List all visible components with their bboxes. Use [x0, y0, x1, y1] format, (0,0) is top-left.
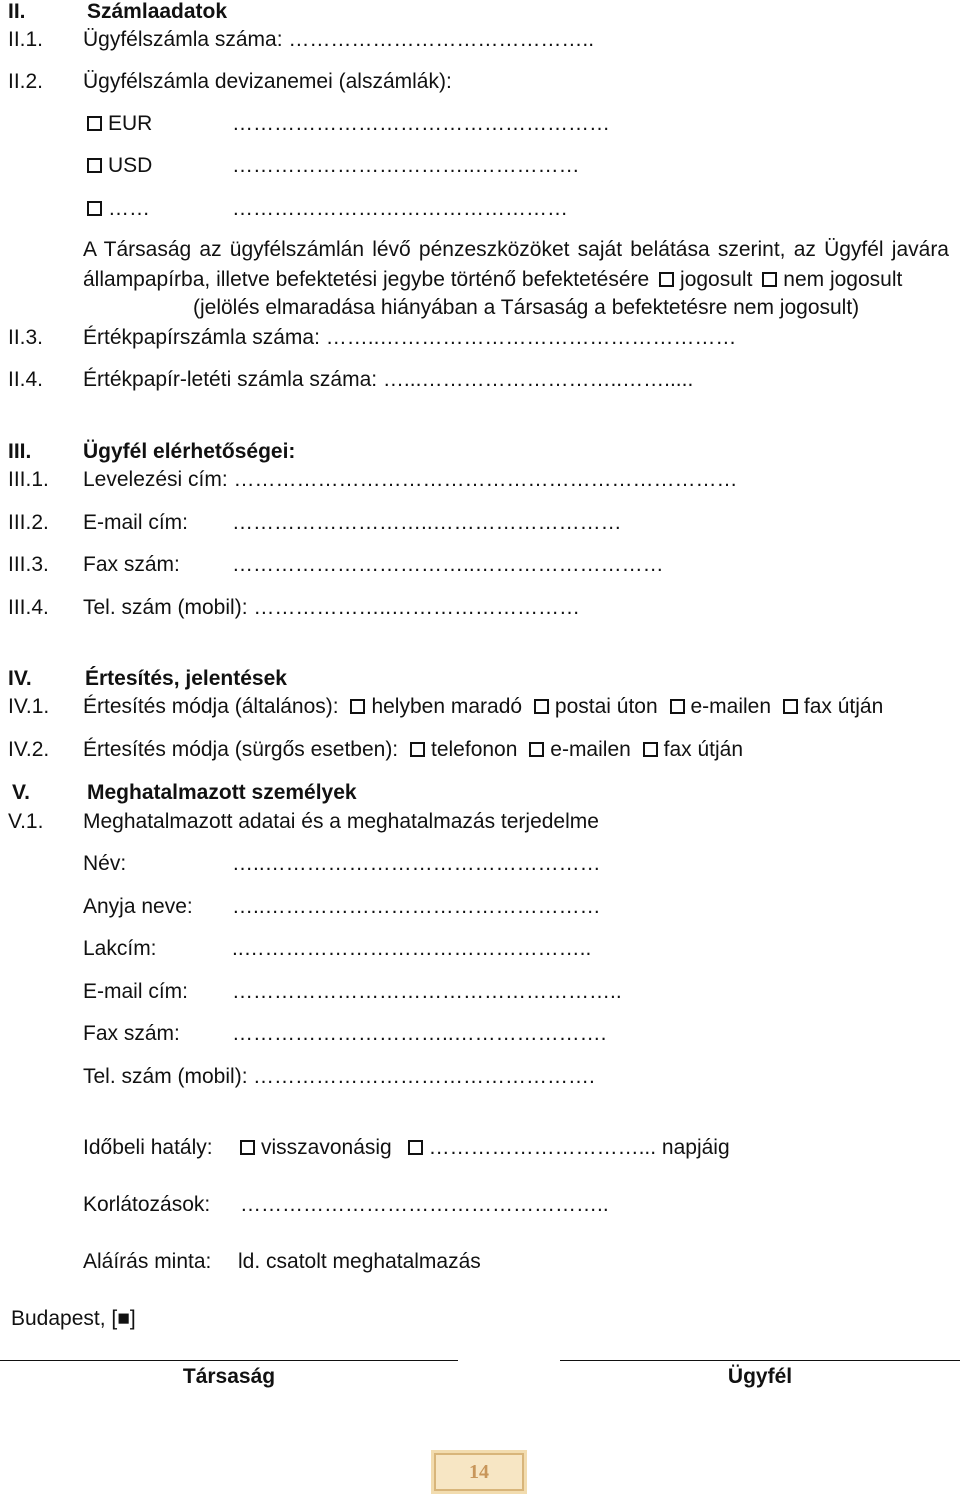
email-label: E-mail cím:: [83, 511, 188, 534]
place-date: Budapest, [■]: [11, 1307, 136, 1330]
restrictions-label: Korlátozások:: [83, 1193, 211, 1216]
usd-label: USD: [108, 154, 153, 177]
row-number: III.1.: [8, 468, 49, 491]
name-label: Név:: [83, 852, 127, 875]
row-number: II.1.: [8, 28, 44, 51]
usd-option[interactable]: [87, 154, 152, 178]
section-number: II.: [8, 0, 26, 23]
checkbox-until-revoked[interactable]: [240, 1140, 255, 1155]
checkbox-eur[interactable]: [87, 116, 102, 131]
checkbox-usd[interactable]: [87, 158, 102, 173]
row-number: V.1.: [8, 810, 44, 833]
address-label: Lakcím:: [83, 937, 157, 960]
mother-name-label: Anyja neve:: [83, 895, 193, 918]
option-label: telefonon: [431, 738, 518, 761]
option-label: e-mailen: [690, 695, 772, 718]
proxy-fax-dots: …………………………..………………….: [232, 1022, 607, 1045]
option-label: fax útján: [663, 738, 744, 761]
proxy-mobile-dots: ………………………………………….: [253, 1065, 595, 1088]
other-currency-dots: …………………………………………: [232, 197, 568, 220]
fax-label: Fax szám:: [83, 553, 180, 576]
signature-sample-value: ld. csatolt meghatalmazás: [238, 1250, 481, 1273]
custody-account-label: Értékpapír-letéti számla száma: …...………………………..…….....: [83, 368, 694, 391]
option-label: helyben maradó: [371, 695, 523, 718]
option-label: fax útján: [803, 695, 884, 718]
until-revoked-label: visszavonásig: [261, 1136, 392, 1159]
proxy-fax-label: Fax szám:: [83, 1022, 180, 1045]
account-number-label: Ügyfélszámla száma: ……………………………………..: [83, 28, 595, 51]
proxy-mobile-label: Tel. szám (mobil):: [83, 1065, 248, 1088]
page-number: 14: [434, 1453, 524, 1491]
checkbox-authorized[interactable]: [659, 272, 674, 287]
securities-account-label: Értékpapírszámla száma: ……..……………………………………………: [83, 326, 737, 349]
paragraph-line-2-text: állampapírba, illetve befektetési jegybe történő befektetésére: [83, 268, 650, 291]
signature-client-label: Ügyfél: [727, 1365, 793, 1388]
signature-company-label: Társaság: [182, 1365, 276, 1388]
row-number: IV.1.: [8, 695, 50, 718]
checkbox-post[interactable]: [534, 699, 549, 714]
proxy-email-label: E-mail cím:: [83, 980, 188, 1003]
not-authorized-label: nem jogosult: [783, 268, 903, 291]
section-title: Számlaadatok: [87, 0, 228, 23]
address-dots: ..…………………………………………..: [232, 937, 592, 960]
row-number: II.3.: [8, 326, 44, 349]
eur-dots: ………………………………………………: [232, 112, 610, 135]
other-currency-option[interactable]: [87, 197, 150, 221]
paragraph-line-3: (jelölés elmaradása hiányában a Társaság a befektetésre nem jogosult): [193, 296, 860, 319]
section-title: Értesítés, jelentések: [85, 667, 287, 690]
authorized-label: jogosult: [680, 268, 753, 291]
checkbox-not-authorized[interactable]: [762, 272, 777, 287]
notification-urgent-label: Értesítés módja (sürgős esetben):: [83, 738, 399, 761]
row-number: III.2.: [8, 511, 49, 534]
mobile-label: Tel. szám (mobil): ………………..………………………: [83, 596, 581, 619]
until-date-label: …………………………... napjáig: [428, 1136, 730, 1159]
notification-urgent-row: [83, 738, 743, 762]
signature-line-client: [560, 1360, 960, 1361]
mother-name-dots: …..…………………………………………: [232, 895, 601, 918]
eur-label: EUR: [108, 112, 153, 135]
paragraph-line-1: A Társaság az ügyfélszámlán lévő pénzeszközöket saját belátása szerint, az Ügyfél javára: [83, 238, 949, 261]
row-number: II.4.: [8, 368, 44, 391]
eur-option[interactable]: [87, 112, 152, 136]
notification-general-row: [83, 695, 883, 719]
name-dots: …..…………………………………………: [232, 852, 601, 875]
email-dots: ………………………..………………………: [232, 511, 622, 534]
checkbox-fax[interactable]: [783, 699, 798, 714]
row-number: IV.2.: [8, 738, 50, 761]
proxy-email-dots: ………………………………………………..: [232, 980, 622, 1003]
signature-sample-label: Aláírás minta:: [83, 1250, 212, 1273]
validity-label: Időbeli hatály:: [83, 1136, 213, 1159]
signature-line-company: [0, 1360, 458, 1361]
checkbox-fax-urgent[interactable]: [643, 742, 658, 757]
fax-dots: ……………………………..………………………: [232, 553, 664, 576]
usd-dots: ……………………………..……………: [232, 154, 580, 177]
checkbox-other[interactable]: [87, 201, 102, 216]
postal-address-label: Levelezési cím: ………………………………………………………………: [83, 468, 738, 491]
section-number: V.: [12, 781, 30, 804]
row-number: III.3.: [8, 553, 49, 576]
section-number: IV.: [8, 667, 32, 690]
row-number: II.2.: [8, 70, 44, 93]
option-label: postai úton: [554, 695, 658, 718]
validity-options: [240, 1136, 730, 1160]
authorized-person-label: Meghatalmazott adatai és a meghatalmazás terjedelme: [83, 810, 599, 833]
paragraph-line-2: [83, 268, 902, 292]
currencies-label: Ügyfélszámla devizanemei (alszámlák):: [83, 70, 452, 93]
section-title: Meghatalmazott személyek: [87, 781, 357, 804]
option-label: e-mailen: [550, 738, 631, 761]
checkbox-phone[interactable]: [410, 742, 425, 757]
restrictions-dots: ……………………………………………..: [240, 1193, 609, 1216]
checkbox-on-site[interactable]: [350, 699, 365, 714]
checkbox-email[interactable]: [670, 699, 685, 714]
checkbox-email-urgent[interactable]: [529, 742, 544, 757]
section-title: Ügyfél elérhetőségei:: [83, 440, 296, 463]
checkbox-until-date[interactable]: [408, 1140, 423, 1155]
section-number: III.: [8, 440, 32, 463]
row-number: III.4.: [8, 596, 49, 619]
other-currency-label: ……: [108, 197, 150, 220]
notification-general-label: Értesítés módja (általános):: [83, 695, 339, 718]
